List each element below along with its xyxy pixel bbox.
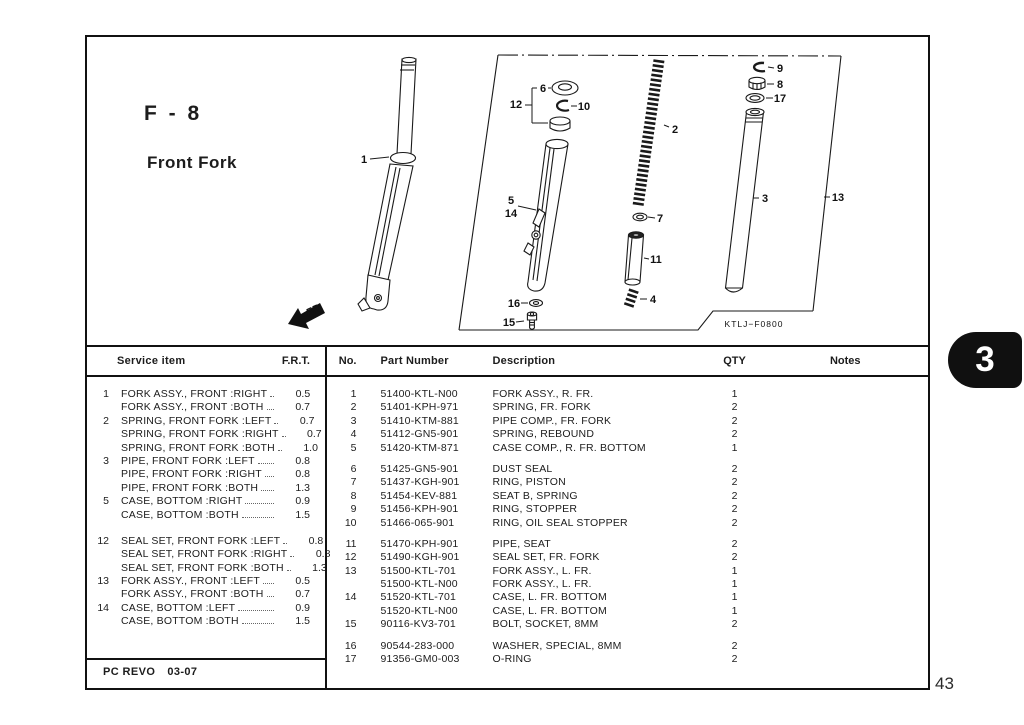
parts-row-notes bbox=[763, 388, 929, 401]
service-row-name: FORK ASSY., FRONT :BOTH bbox=[121, 588, 264, 601]
callout-12: 12 bbox=[509, 99, 523, 111]
service-row-name: PIPE, FRONT FORK :RIGHT bbox=[121, 468, 262, 481]
service-row bbox=[87, 602, 325, 615]
fork-pipe-drawing bbox=[726, 108, 765, 292]
parts-row-part-number: 51470-KPH-901 bbox=[380, 537, 459, 550]
service-row bbox=[87, 548, 331, 561]
parts-table-header bbox=[327, 347, 929, 375]
callout-6: 6 bbox=[539, 83, 547, 95]
parts-row-notes bbox=[763, 401, 929, 414]
parts-row-qty: 1 bbox=[731, 604, 738, 617]
parts-row-description: FORK ASSY., L. FR. bbox=[492, 578, 592, 591]
content-frame bbox=[85, 35, 930, 690]
callout-3: 3 bbox=[761, 193, 769, 205]
parts-row bbox=[327, 503, 929, 516]
parts-row-description: RING, OIL SEAL STOPPER bbox=[492, 516, 628, 529]
diagram-code: KTLJ−F0800 bbox=[724, 319, 784, 329]
parts-row-qty: 2 bbox=[731, 537, 738, 550]
parts-row bbox=[327, 640, 929, 653]
service-row-name: SPRING, FRONT FORK :LEFT bbox=[121, 414, 272, 427]
parts-row bbox=[327, 618, 929, 631]
parts-row-description: PIPE COMP., FR. FORK bbox=[492, 414, 612, 427]
parts-row-notes bbox=[763, 517, 929, 530]
parts-row-ref bbox=[327, 605, 357, 618]
parts-row-part-number: 51454-KEV-881 bbox=[380, 489, 458, 502]
service-row-ref: 13 bbox=[97, 575, 109, 588]
parts-row bbox=[327, 653, 929, 666]
service-row-name: FORK ASSY., FRONT :LEFT bbox=[121, 575, 260, 588]
service-row bbox=[87, 615, 325, 628]
parts-row-ref: 6 bbox=[350, 462, 357, 475]
service-row-ref: 2 bbox=[103, 414, 109, 427]
parts-row-notes bbox=[763, 442, 929, 455]
parts-row bbox=[327, 415, 929, 428]
service-row-frt: 0.8 bbox=[315, 548, 331, 561]
parts-row-ref: 15 bbox=[344, 618, 357, 631]
callout-4: 4 bbox=[649, 294, 657, 306]
parts-row-ref: 17 bbox=[344, 653, 357, 666]
service-table-header bbox=[87, 347, 325, 375]
callout-13: 13 bbox=[831, 192, 845, 204]
callout-16: 16 bbox=[507, 298, 521, 310]
service-row-name: SEAL SET, FRONT FORK :LEFT bbox=[121, 534, 281, 547]
service-row-frt: 1.5 bbox=[295, 615, 310, 628]
parts-row bbox=[327, 578, 929, 591]
parts-row-description: WASHER, SPECIAL, 8MM bbox=[492, 639, 622, 652]
parts-row-description: PIPE, SEAT bbox=[492, 537, 551, 550]
dotted-leader bbox=[245, 503, 274, 504]
parts-row-ref: 13 bbox=[344, 564, 357, 577]
parts-row bbox=[327, 517, 929, 530]
fork-spring-drawing bbox=[638, 60, 659, 206]
callout-17: 17 bbox=[773, 93, 787, 105]
parts-row bbox=[327, 463, 929, 476]
parts-row-description: SPRING, FR. FORK bbox=[492, 401, 591, 414]
dotted-leader bbox=[242, 623, 274, 624]
qty-header: QTY bbox=[723, 354, 746, 367]
parts-row-ref: 12 bbox=[344, 551, 357, 564]
parts-row bbox=[327, 565, 929, 578]
parts-row bbox=[327, 538, 929, 551]
parts-row-notes bbox=[763, 428, 929, 441]
parts-row-part-number: 51520-KTL-701 bbox=[380, 591, 457, 604]
service-row-name: CASE, BOTTOM :RIGHT bbox=[121, 495, 243, 508]
section-tab-badge: 3 bbox=[948, 332, 1022, 388]
callout-2: 2 bbox=[671, 124, 679, 136]
parts-row-notes bbox=[763, 476, 929, 489]
parts-row-ref: 1 bbox=[350, 388, 357, 400]
callout-1: 1 bbox=[360, 154, 368, 166]
front-direction-label: FR. bbox=[304, 301, 326, 320]
parts-row bbox=[327, 591, 929, 604]
service-item-header: Service item bbox=[117, 354, 186, 367]
callout-5: 5 bbox=[507, 195, 515, 207]
dotted-leader bbox=[270, 396, 274, 397]
dotted-leader bbox=[278, 450, 282, 451]
rebound-spring-drawing bbox=[628, 290, 634, 308]
parts-row-qty: 2 bbox=[731, 414, 738, 427]
parts-row-qty: 2 bbox=[731, 476, 738, 489]
parts-row bbox=[327, 490, 929, 503]
service-row-name: PIPE, FRONT FORK :LEFT bbox=[121, 454, 255, 467]
service-row-frt: 0.5 bbox=[295, 388, 311, 400]
dotted-leader bbox=[274, 423, 278, 424]
no-header: No. bbox=[338, 354, 357, 367]
dotted-leader bbox=[238, 610, 274, 611]
callout-14: 14 bbox=[504, 208, 518, 220]
piston-pipe-drawing bbox=[625, 213, 647, 285]
parts-row-qty: 1 bbox=[731, 564, 738, 577]
parts-row-part-number: 51466-065-901 bbox=[380, 516, 455, 529]
parts-row-part-number: 51410-KTM-881 bbox=[380, 414, 459, 427]
parts-row-description: SEAL SET, FR. FORK bbox=[492, 551, 600, 564]
service-row-frt: 0.8 bbox=[308, 534, 324, 547]
parts-row-notes bbox=[763, 605, 929, 618]
service-row-name: SEAL SET, FRONT FORK :RIGHT bbox=[121, 548, 288, 561]
dotted-leader bbox=[290, 556, 294, 557]
parts-row bbox=[327, 428, 929, 441]
service-row-name: SPRING, FRONT FORK :RIGHT bbox=[121, 428, 279, 441]
parts-row-qty: 1 bbox=[731, 388, 738, 400]
model-footer bbox=[103, 666, 209, 678]
parts-row-notes bbox=[763, 640, 929, 653]
service-row-name: SEAL SET, FRONT FORK :BOTH bbox=[121, 561, 284, 574]
service-row-frt: 0.9 bbox=[295, 495, 310, 508]
parts-row-description: O-RING bbox=[492, 653, 532, 666]
bottom-case-drawing bbox=[524, 139, 568, 291]
parts-row-part-number: 51420-KTM-871 bbox=[380, 441, 459, 454]
service-row-frt: 0.9 bbox=[295, 601, 310, 614]
service-row bbox=[87, 495, 325, 508]
service-row-name: FORK ASSY., FRONT :RIGHT bbox=[121, 388, 268, 400]
service-row bbox=[87, 415, 325, 428]
parts-row-qty: 2 bbox=[731, 489, 738, 502]
parts-row-part-number: 90544-283-000 bbox=[380, 639, 455, 652]
parts-row-notes bbox=[763, 618, 929, 631]
parts-row-ref: 4 bbox=[350, 428, 357, 441]
parts-row-qty: 1 bbox=[731, 441, 738, 454]
parts-row-qty: 2 bbox=[731, 503, 738, 516]
service-row bbox=[87, 535, 325, 548]
service-row bbox=[87, 401, 325, 414]
page-title: Front Fork bbox=[147, 153, 237, 172]
parts-row-qty: 2 bbox=[731, 639, 738, 652]
service-row-frt: 0.7 bbox=[307, 428, 322, 441]
parts-row-qty: 2 bbox=[731, 401, 738, 414]
parts-row bbox=[327, 388, 929, 401]
parts-row-part-number: 51500-KTL-N00 bbox=[380, 578, 458, 591]
parts-row-qty: 2 bbox=[731, 462, 738, 475]
callout-11: 11 bbox=[650, 254, 662, 266]
exploded-parts-diagram bbox=[87, 37, 928, 345]
service-footer-rule bbox=[87, 658, 325, 660]
service-row bbox=[87, 575, 325, 588]
parts-row-ref: 5 bbox=[350, 441, 357, 454]
parts-row-part-number: 51456-KPH-901 bbox=[380, 503, 459, 516]
parts-row-description: RING, STOPPER bbox=[492, 503, 578, 516]
model-date: 03-07 bbox=[167, 666, 198, 678]
callout-15: 15 bbox=[502, 317, 516, 329]
parts-row-notes bbox=[763, 490, 929, 503]
service-row-frt: 0.5 bbox=[295, 575, 310, 588]
dotted-leader bbox=[287, 570, 291, 571]
page-number: 43 bbox=[935, 674, 954, 693]
parts-row-description: FORK ASSY., L. FR. bbox=[492, 564, 592, 577]
parts-row-ref: 10 bbox=[344, 516, 357, 529]
service-row-name: SPRING, FRONT FORK :BOTH bbox=[121, 441, 275, 454]
dotted-leader bbox=[282, 436, 286, 437]
parts-row-description: CASE, L. FR. BOTTOM bbox=[492, 604, 607, 617]
parts-row-part-number: 51412-GN5-901 bbox=[380, 428, 459, 441]
washer-bolt-drawing bbox=[527, 300, 542, 330]
service-row-frt: 0.7 bbox=[295, 588, 310, 601]
parts-row-ref: 14 bbox=[344, 591, 357, 604]
parts-row-ref: 3 bbox=[350, 414, 357, 427]
parts-row-qty: 2 bbox=[731, 428, 738, 441]
service-row-name: CASE, BOTTOM :BOTH bbox=[121, 615, 239, 628]
callout-10: 10 bbox=[577, 101, 591, 113]
service-row-name: PIPE, FRONT FORK :BOTH bbox=[121, 481, 259, 494]
description-header: Description bbox=[492, 354, 556, 367]
parts-row-qty: 2 bbox=[731, 653, 738, 666]
parts-row-part-number: 51437-KGH-901 bbox=[380, 476, 460, 489]
parts-row-description: DUST SEAL bbox=[492, 462, 553, 475]
parts-row-part-number: 51500-KTL-701 bbox=[380, 564, 457, 577]
dotted-leader bbox=[267, 596, 275, 597]
parts-row-description: BOLT, SOCKET, 8MM bbox=[492, 618, 599, 631]
parts-row-description: SEAT B, SPRING bbox=[492, 489, 578, 502]
parts-row-description: RING, PISTON bbox=[492, 476, 566, 489]
service-table-body bbox=[87, 375, 331, 629]
parts-row-notes bbox=[763, 415, 929, 428]
parts-row-part-number: 51401-KPH-971 bbox=[380, 401, 459, 414]
callout-8: 8 bbox=[776, 79, 784, 91]
service-row-frt: 1.0 bbox=[303, 441, 318, 454]
service-row-frt: 1.3 bbox=[312, 561, 327, 574]
parts-row-ref bbox=[327, 578, 357, 591]
service-row-name: FORK ASSY., FRONT :BOTH bbox=[121, 401, 264, 414]
service-row-frt: 0.7 bbox=[295, 401, 310, 414]
service-row bbox=[87, 442, 325, 455]
dotted-leader bbox=[263, 583, 274, 584]
parts-row-notes bbox=[763, 565, 929, 578]
parts-table-body bbox=[327, 375, 929, 666]
service-row-frt: 0.7 bbox=[299, 414, 315, 427]
dotted-leader bbox=[242, 517, 274, 518]
dotted-leader bbox=[261, 490, 274, 491]
stopper-ring-drawing bbox=[746, 63, 765, 103]
parts-row-notes bbox=[763, 503, 929, 516]
service-row-ref: 12 bbox=[97, 534, 109, 547]
callout-9: 9 bbox=[776, 63, 784, 75]
parts-row-part-number: 51520-KTL-N00 bbox=[380, 604, 458, 617]
parts-row-notes bbox=[763, 591, 929, 604]
service-row bbox=[87, 428, 325, 441]
service-row-frt: 1.3 bbox=[295, 481, 310, 494]
parts-row-notes bbox=[763, 551, 929, 564]
section-code: F - 8 bbox=[144, 102, 203, 125]
service-row-ref: 3 bbox=[103, 454, 109, 467]
parts-row-part-number: 51490-KGH-901 bbox=[380, 551, 460, 564]
service-row-name: CASE, BOTTOM :LEFT bbox=[121, 601, 236, 614]
parts-row bbox=[327, 401, 929, 414]
part-number-header: Part Number bbox=[380, 354, 449, 367]
service-row bbox=[87, 455, 325, 468]
parts-row-ref: 9 bbox=[350, 503, 357, 516]
notes-header: Notes bbox=[829, 354, 861, 367]
service-row bbox=[87, 388, 325, 401]
parts-row-qty: 2 bbox=[731, 516, 738, 529]
parts-row-part-number: 91356-GM0-003 bbox=[380, 653, 460, 666]
dotted-leader bbox=[283, 543, 287, 544]
parts-row-description: SPRING, REBOUND bbox=[492, 428, 595, 441]
parts-row-part-number: 51425-GN5-901 bbox=[380, 462, 459, 475]
service-row bbox=[87, 468, 325, 481]
parts-row bbox=[327, 605, 929, 618]
parts-row bbox=[327, 551, 929, 564]
parts-row-notes bbox=[763, 578, 929, 591]
parts-row bbox=[327, 442, 929, 455]
service-row bbox=[87, 562, 325, 575]
frt-header: F.R.T. bbox=[281, 354, 310, 367]
service-row-ref: 5 bbox=[103, 495, 109, 508]
model-name: PC REVO bbox=[103, 666, 156, 678]
parts-row-description: CASE, L. FR. BOTTOM bbox=[492, 591, 607, 604]
parts-row-notes bbox=[763, 653, 929, 666]
parts-row-notes bbox=[763, 538, 929, 551]
service-row bbox=[87, 588, 325, 601]
service-row bbox=[87, 509, 325, 522]
parts-row-qty: 2 bbox=[731, 618, 738, 631]
service-row-frt: 0.8 bbox=[295, 454, 310, 467]
parts-row-qty: 1 bbox=[731, 578, 738, 591]
service-row-name: CASE, BOTTOM :BOTH bbox=[121, 508, 239, 521]
parts-row-description: FORK ASSY., R. FR. bbox=[492, 388, 594, 400]
parts-row-part-number: 90116-KV3-701 bbox=[380, 618, 456, 631]
parts-row-ref: 16 bbox=[344, 639, 357, 652]
parts-row-qty: 2 bbox=[731, 551, 738, 564]
fork-assembly-drawing bbox=[358, 57, 416, 311]
service-row-frt: 1.5 bbox=[295, 508, 310, 521]
dotted-leader bbox=[258, 463, 274, 464]
parts-row-ref: 2 bbox=[350, 401, 357, 414]
callout-7: 7 bbox=[656, 213, 664, 225]
parts-row-notes bbox=[763, 463, 929, 476]
service-row bbox=[87, 482, 325, 495]
dotted-leader bbox=[265, 476, 274, 477]
parts-row-ref: 8 bbox=[350, 489, 357, 502]
parts-row-qty: 1 bbox=[731, 591, 738, 604]
parts-row-description: CASE COMP., R. FR. BOTTOM bbox=[492, 441, 646, 454]
service-row-ref: 14 bbox=[97, 601, 109, 614]
parts-row-ref: 11 bbox=[345, 537, 357, 550]
dotted-leader bbox=[267, 409, 275, 410]
service-row-ref: 1 bbox=[103, 388, 109, 400]
parts-row bbox=[327, 476, 929, 489]
parts-row-ref: 7 bbox=[350, 476, 357, 489]
service-row-frt: 0.8 bbox=[295, 468, 310, 481]
parts-row-part-number: 51400-KTL-N00 bbox=[380, 388, 458, 400]
